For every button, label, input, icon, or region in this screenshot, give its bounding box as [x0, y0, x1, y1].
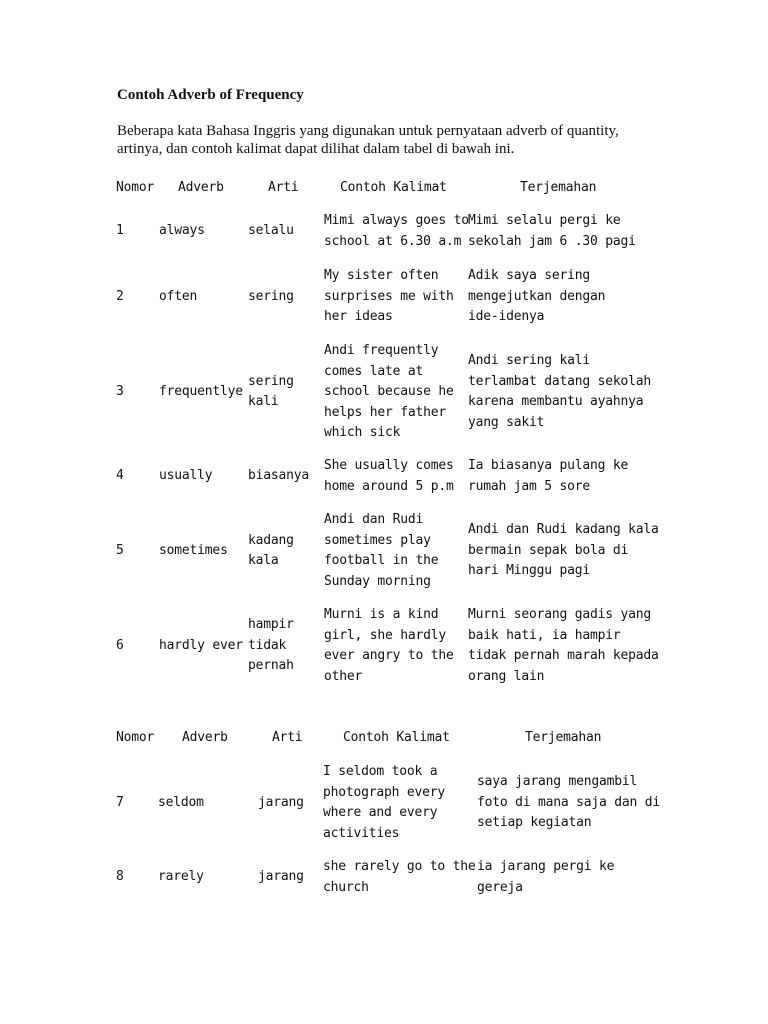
cell-line: sering [248, 373, 294, 389]
cell-adverb [159, 636, 243, 657]
cell-line: comes late at [324, 363, 424, 379]
cell-arti [248, 531, 294, 572]
cell-line: My sister often [324, 268, 439, 283]
header-nomor: Nomor [116, 180, 155, 195]
cell-line: I seldom took a [323, 764, 438, 779]
cell-line: ide-idenya [468, 309, 545, 324]
cell-line: biasanya [248, 468, 310, 484]
cell-line: where and every [323, 805, 438, 820]
cell-line: hari Minggu pagi [468, 563, 591, 579]
cell-line: activities [323, 825, 400, 841]
cell-adverb [159, 541, 228, 562]
cell-line: terlambat datang sekolah [468, 373, 652, 389]
cell-line: Murni is a kind [324, 607, 439, 622]
cell-nomor: 7 [116, 794, 124, 810]
cell-line: sometimes play [324, 532, 431, 548]
cell-line: she rarely go to the [323, 859, 476, 874]
header-arti: Arti [268, 180, 299, 195]
header-contoh-kalimat: Contoh Kalimat [340, 180, 447, 195]
cell-contoh-kalimat [324, 341, 454, 444]
cell-line: sometimes [159, 542, 228, 558]
cell-adverb [158, 793, 204, 814]
cell-line: Adik saya sering [468, 268, 591, 283]
cell-contoh-kalimat [324, 211, 469, 252]
cell-terjemahan [477, 857, 614, 898]
cell-line: helps her father [324, 404, 447, 420]
header-terjemahan: Terjemahan [525, 730, 602, 745]
header-nomor: Nomor [116, 730, 155, 745]
cell-line: her ideas [324, 309, 393, 324]
cell-line: hardly ever [159, 637, 243, 653]
cell-line: jarang [258, 869, 304, 885]
cell-line: other [324, 668, 363, 684]
cell-terjemahan [477, 772, 660, 834]
cell-line: Sunday morning [324, 573, 431, 589]
cell-line: orang lain [468, 668, 545, 684]
cell-arti [248, 221, 294, 242]
cell-line: Andi dan Rudi kadang kala [468, 522, 659, 538]
cell-line: rumah jam 5 sore [468, 478, 591, 494]
cell-terjemahan [468, 351, 651, 433]
cell-line: seldom [158, 794, 204, 810]
cell-line: selalu [248, 223, 294, 239]
cell-line: Murni seorang gadis yang [468, 607, 652, 622]
cell-line: often [159, 288, 198, 304]
cell-arti [248, 615, 294, 677]
cell-line: Mimi selalu pergi ke [468, 213, 621, 228]
cell-terjemahan [468, 520, 659, 582]
intro-line: artinya, dan contoh kalimat dapat dilihat dalam tabel di bawah ini. [117, 141, 515, 157]
cell-line: gereja [477, 879, 523, 895]
cell-line: ia jarang pergi ke [477, 859, 615, 874]
cell-arti [258, 793, 304, 814]
cell-nomor: 4 [116, 468, 124, 484]
header-terjemahan: Terjemahan [520, 180, 597, 195]
cell-arti [248, 466, 309, 487]
cell-contoh-kalimat [323, 857, 476, 898]
intro-paragraph [117, 122, 657, 158]
cell-line: foto di mana saja dan di [477, 794, 661, 810]
cell-line: surprises me with [324, 288, 454, 304]
cell-line: rarely [158, 869, 204, 885]
header-contoh-kalimat: Contoh Kalimat [343, 730, 450, 745]
cell-contoh-kalimat [324, 456, 454, 497]
cell-line: kali [248, 394, 279, 410]
cell-line: frequentlye [159, 384, 243, 399]
cell-nomor: 6 [116, 637, 124, 653]
cell-line: Andi dan Rudi [324, 512, 424, 527]
cell-line: sering [248, 288, 294, 304]
cell-line: Ia biasanya pulang ke [468, 458, 629, 473]
cell-terjemahan [468, 211, 636, 252]
cell-line: ever angry to the [324, 648, 454, 663]
cell-line: kala [248, 553, 279, 568]
cell-arti [248, 287, 294, 308]
header-arti: Arti [272, 730, 303, 745]
cell-line: photograph every [323, 784, 446, 800]
cell-line: setiap kegiatan [477, 815, 592, 831]
cell-line: mengejutkan dengan [468, 288, 606, 304]
header-adverb: Adverb [182, 730, 228, 745]
cell-adverb [159, 382, 243, 403]
cell-line: jarang [258, 794, 304, 810]
cell-line: karena membantu ayahnya [468, 394, 644, 410]
intro-line: Beberapa kata Bahasa Inggris yang digunakan untuk pernyataan adverb of quantity, [117, 123, 619, 139]
cell-nomor: 8 [116, 869, 124, 885]
cell-arti [258, 867, 304, 888]
header-adverb: Adverb [178, 180, 224, 195]
cell-terjemahan [468, 605, 659, 687]
cell-terjemahan [468, 266, 605, 328]
cell-adverb [158, 867, 204, 888]
cell-contoh-kalimat [324, 510, 438, 592]
cell-line: always [159, 223, 205, 239]
cell-contoh-kalimat [324, 266, 454, 328]
cell-line: usually [159, 468, 213, 484]
cell-nomor: 2 [116, 288, 124, 304]
cell-contoh-kalimat [324, 605, 454, 687]
cell-arti [248, 372, 294, 413]
cell-line: She usually comes [324, 458, 454, 473]
cell-line: kadang [248, 532, 294, 548]
cell-line: bermain sepak bola di [468, 542, 629, 558]
cell-adverb [159, 287, 197, 308]
cell-line: pernah [248, 658, 294, 674]
cell-line: Mimi always goes to [324, 213, 469, 228]
cell-adverb [159, 466, 212, 487]
cell-line: school at 6.30 a.m [324, 233, 462, 249]
cell-line: which sick [324, 425, 401, 440]
cell-line: school because he [324, 384, 454, 399]
cell-contoh-kalimat [323, 762, 445, 844]
cell-line: saya jarang mengambil [477, 774, 638, 790]
cell-line: tidak pernah marah kepada [468, 648, 659, 663]
cell-adverb [159, 221, 205, 242]
cell-line: girl, she hardly [324, 627, 447, 643]
cell-line: home around 5 p.m [324, 478, 454, 494]
cell-line: Andi sering kali [468, 353, 591, 369]
cell-terjemahan [468, 456, 628, 497]
cell-nomor: 5 [116, 542, 124, 558]
cell-line: hampir [248, 617, 294, 633]
cell-nomor: 1 [116, 223, 124, 239]
cell-line: tidak [248, 637, 287, 653]
cell-nomor: 3 [116, 384, 124, 399]
cell-line: church [323, 879, 369, 895]
cell-line: yang sakit [468, 414, 545, 430]
document-title: Contoh Adverb of Frequency [117, 87, 304, 103]
cell-line: baik hati, ia hampir [468, 627, 621, 643]
cell-line: football in the [324, 553, 439, 568]
cell-line: Andi frequently [324, 343, 439, 358]
cell-line: sekolah jam 6 .30 pagi [468, 233, 636, 249]
